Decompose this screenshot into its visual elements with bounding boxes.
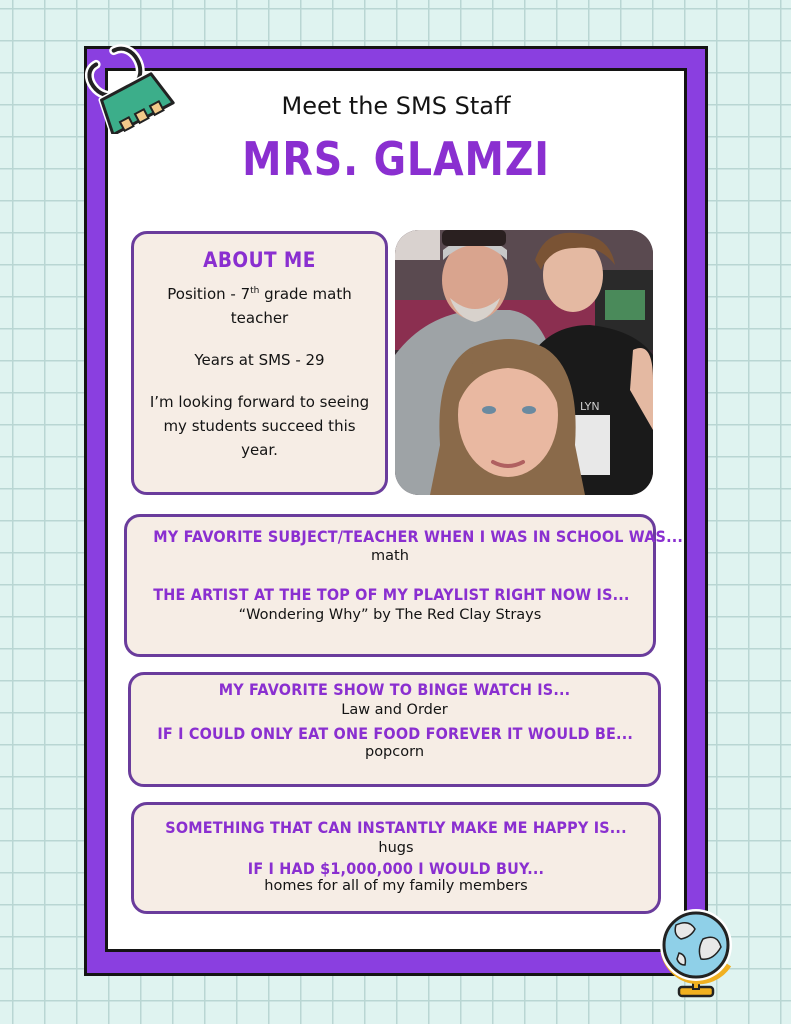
top-artist-answer: “Wondering Why” by The Red Clay Strays [238,607,542,623]
page-subtitle: Meet the SMS Staff [281,92,511,120]
position-prefix: Position - 7 [167,285,251,303]
million-question: IF I HAD $1,000,000 I WOULD BUY... [247,859,545,878]
position-text [134,282,385,330]
forever-food-question: IF I COULD ONLY EAT ONE FOOD FOREVER IT WOULD BE... [157,724,634,743]
million-answer: homes for all of my family members [264,878,528,894]
forever-food-answer: popcorn [364,744,425,760]
binge-show-question: MY FAVORITE SHOW TO BINGE WATCH IS... [218,680,571,699]
favorite-subject-answer: math [371,548,409,564]
quote-text: I’m looking forward to seeing my students succeed this year. [149,393,370,459]
top-artist-question: THE ARTIST AT THE TOP OF MY PLAYLIST RIGHT NOW IS... [153,585,630,604]
binder-clip-icon [84,42,176,134]
favorites-card-2 [128,672,661,787]
shirt-lettering: LYN [580,400,600,413]
binge-show-answer: Law and Order [341,702,448,718]
position-suffix: grade math teacher [230,285,352,327]
staff-photo [395,230,653,495]
about-me-heading: ABOUT ME [203,248,316,272]
page-title: MRS. GLAMZI [242,132,550,186]
years-text: Years at SMS - 29 [194,351,325,369]
happy-question: SOMETHING THAT CAN INSTANTLY MAKE ME HAPPY IS... [165,818,627,837]
favorites-card-1 [124,514,684,657]
favorite-subject-question: MY FAVORITE SUBJECT/TEACHER WHEN I WAS IN SCHOOL WAS... [153,527,684,546]
happy-answer: hugs [378,840,414,856]
position-ordinal: th [250,286,260,296]
favorites-card-3 [131,802,661,914]
globe-icon [651,903,741,1003]
about-me-card [131,231,388,495]
